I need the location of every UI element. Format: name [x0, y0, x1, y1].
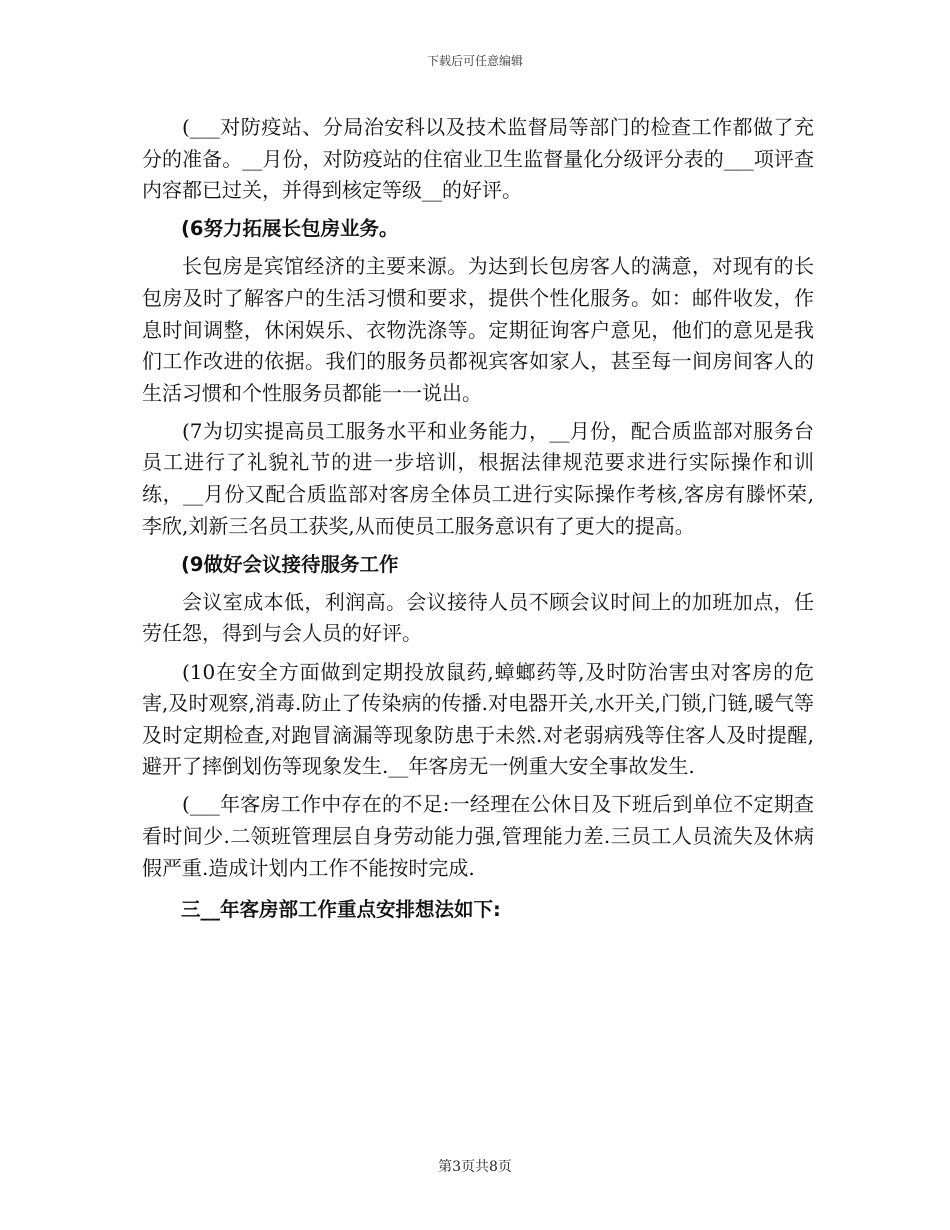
paragraph-shortcomings: (___年客房工作中存在的不足:一经理在公休日及下班后到单位不定期查看时间少.二领班管理层自身劳动能力强,管理能力差.三员工人员流失及休病假严重.造成计划内工作不能按时完成.	[142, 792, 814, 880]
page-number: 第3页共8页	[438, 1159, 512, 1175]
heading-long-stay-rooms: (6努力拓展长包房业务。	[181, 217, 399, 241]
paragraph-meeting-service: 会议室成本低，利润高。会议接待人员不顾会议时间上的加班加点，任劳任怨，得到与会人员的好评。	[142, 589, 814, 646]
paragraph-staff-training: (7为切实提高员工服务水平和业务能力，__月份，配合质监部对服务台员工进行了礼貌礼节的进一步培训，根据法律规范要求进行实际操作和训练，__月份又配合质监部对客房全体员工进行实际操作考核,客房有滕怀荣,李欣,刘新三名员工获奖,从而使员工服务意识有了更大的提高。	[142, 418, 814, 538]
page-header: 下载后可任意编辑	[426, 54, 523, 68]
document-body	[142, 112, 814, 932]
heading-meeting-service: (9做好会议接待服务工作	[181, 552, 399, 576]
paragraph-long-stay-rooms: 长包房是宾馆经济的主要来源。为达到长包房客人的满意，对现有的长包房及时了解客户的生活习惯和要求，提供个性化服务。如：邮件收发，作息时间调整，休闲娱乐、衣物洗涤等。定期征询客户意见，他们的意见是我们工作改进的依据。我们的服务员都视宾客如家人，甚至每一间房间客人的生活习惯和个性服务员都能一一说出。	[142, 254, 814, 405]
paragraph-inspection-prep: (___对防疫站、分局治安科以及技术监督局等部门的检查工作都做了充分的准备。__月份，对防疫站的住宿业卫生监督量化分级评分表的___项评查内容都已过关，并得到核定等级__的好评。	[142, 115, 814, 203]
heading-next-year-plan: 三__年客房部工作重点安排想法如下:	[181, 898, 501, 922]
paragraph-safety: (10在安全方面做到定期投放鼠药,蟑螂药等,及时防治害虫对客房的危害,及时观察,消毒.防止了传染病的传播.对电器开关,水开关,门锁,门链,暖气等及时定期检查,对跑冒滴漏等现象防患于未然.对老弱病残等住客人及时提醒,避开了摔倒划伤等现象发生.__年客房无一例重大安全事故发生.	[142, 659, 814, 779]
